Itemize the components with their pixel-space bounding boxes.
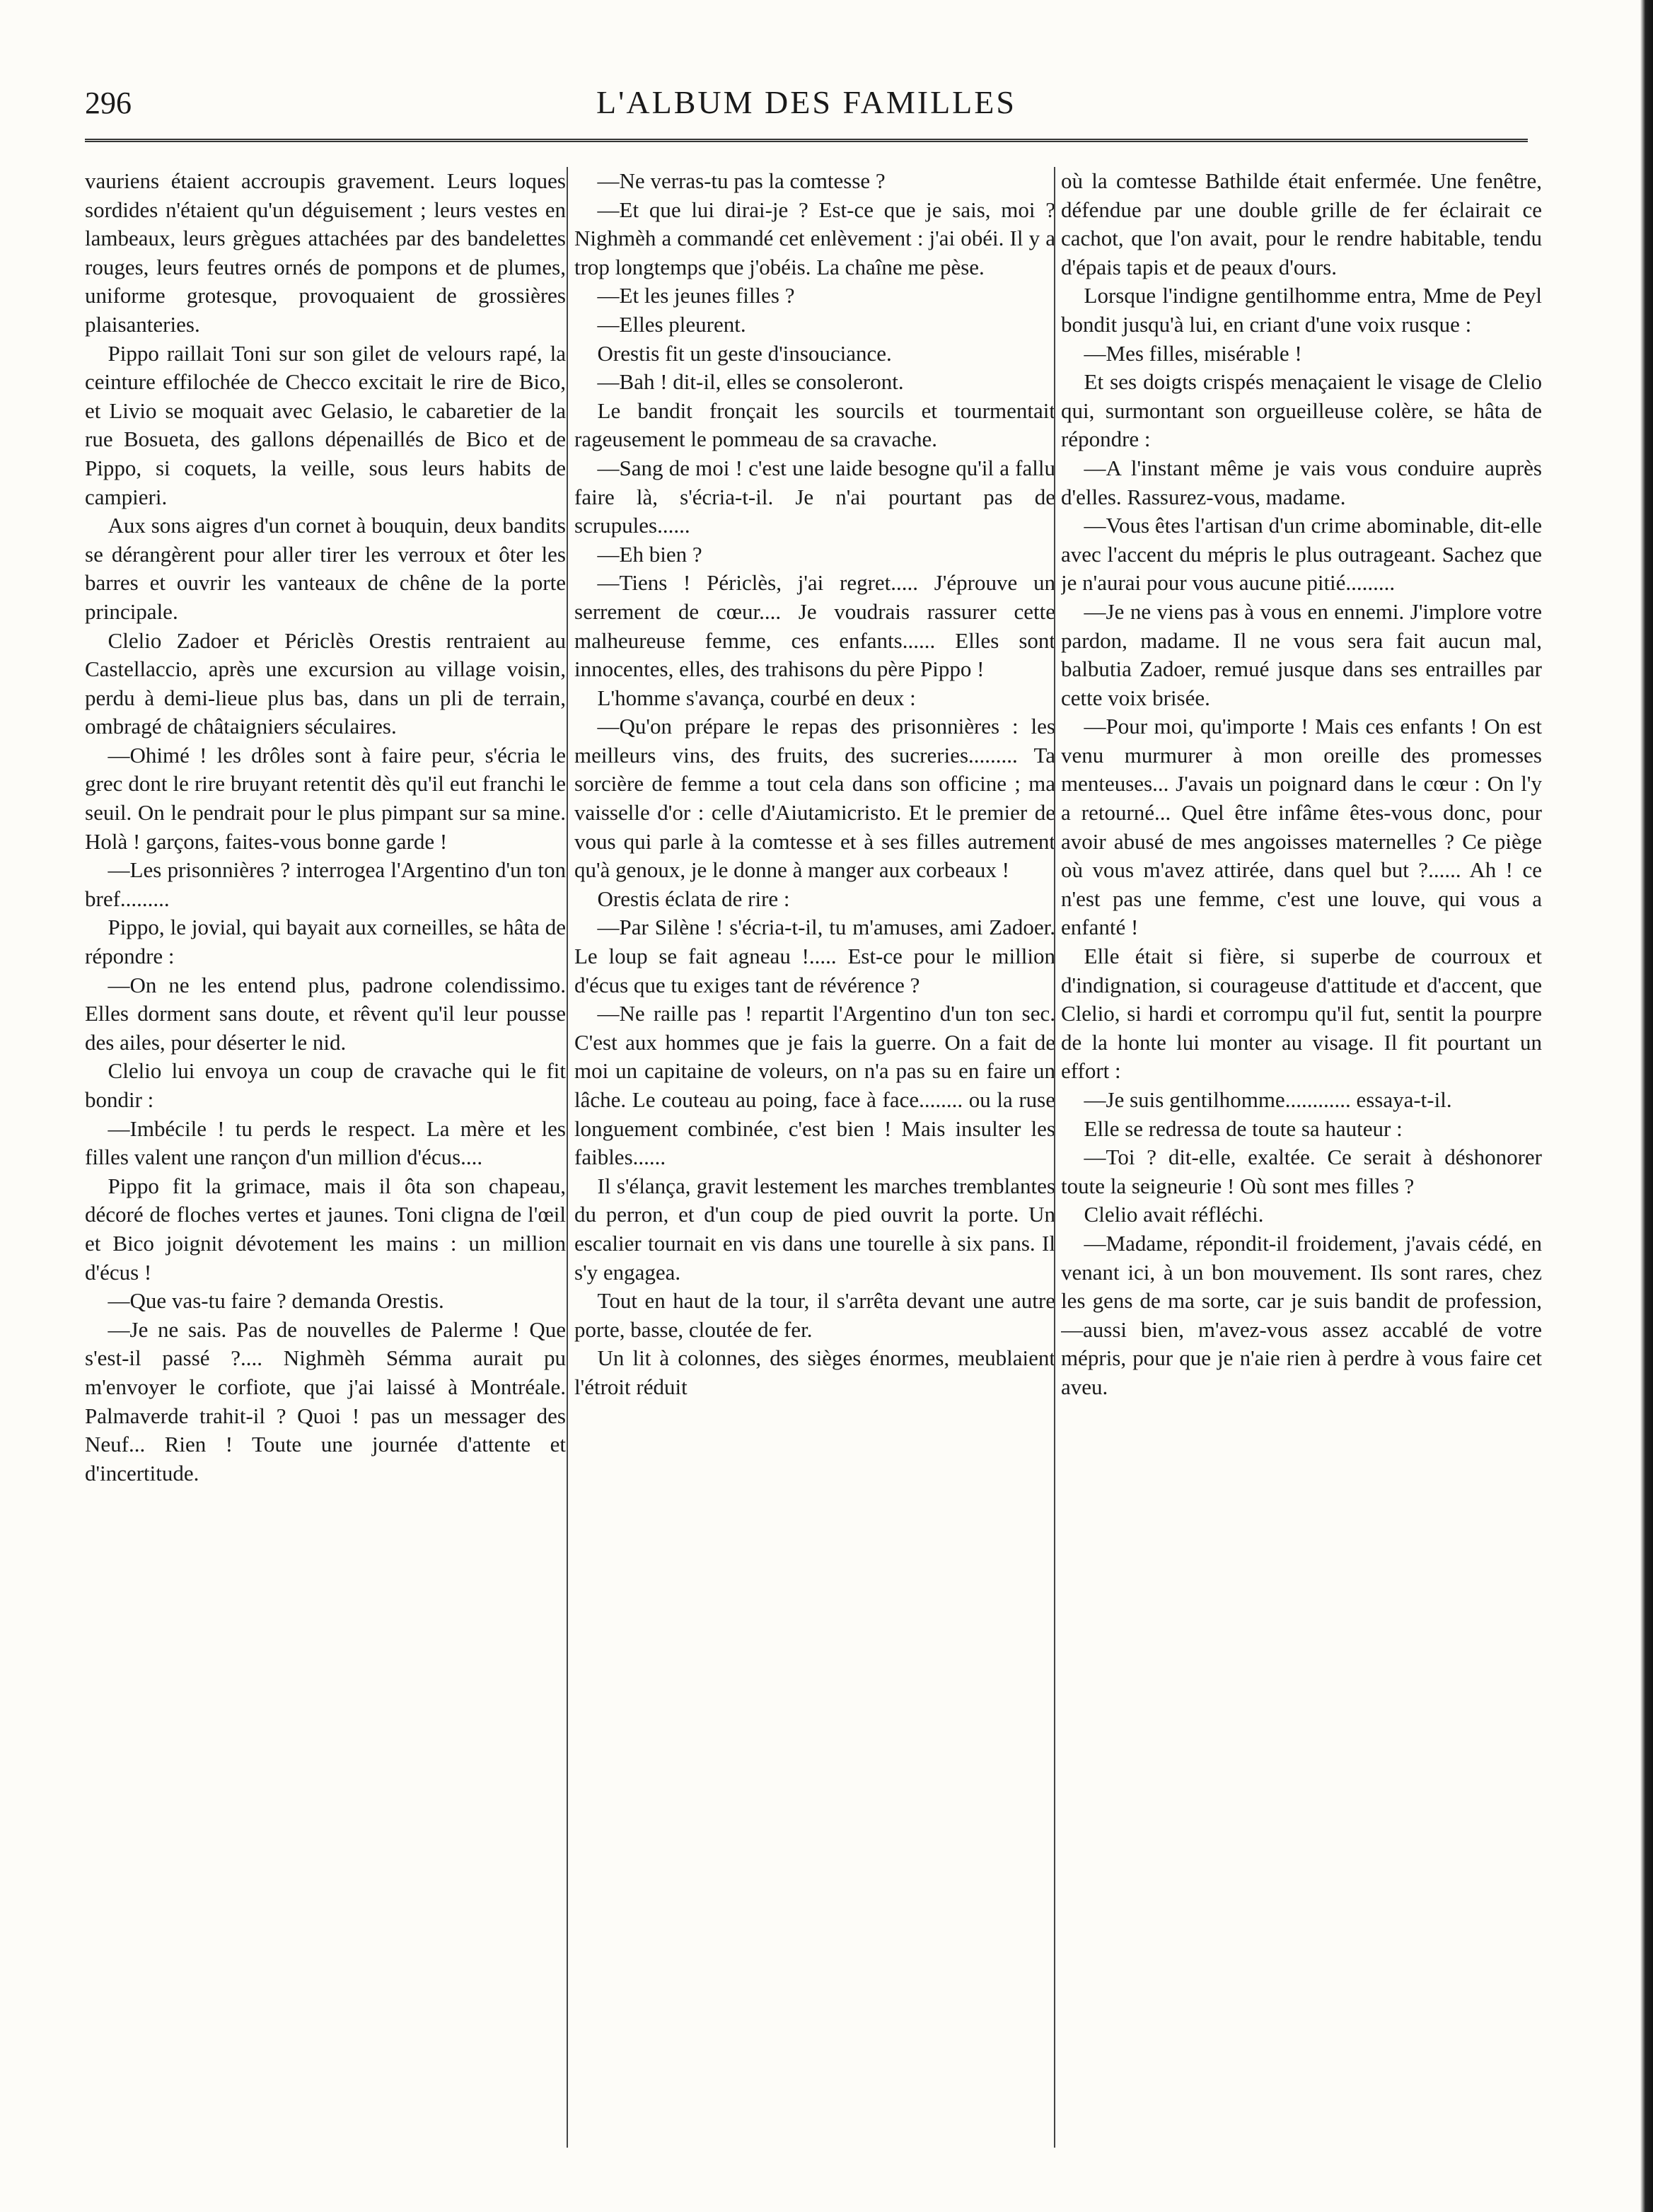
paragraph: —Les prisonnières ? interrogea l'Argentino d'un ton bref......... [85, 857, 566, 911]
paragraph: Clelio lui envoya un coup de cravache qui le fit bondir : [85, 1058, 566, 1112]
paragraph: —Je suis gentilhomme............ essaya-t-il. [1084, 1087, 1452, 1112]
column-divider [1054, 167, 1055, 2148]
paragraph: —Qu'on prépare le repas des prisonnières : les meilleurs vins, des fruits, des sucreries......... Ta sorcière de femme a tout cela dans son officine ; ma vaisselle d'or : celle d'Aiutamicristo. Et le premier de vous qui parle à la comtesse et à ses filles autrement qu'à genoux, je le donne à manger aux corbeaux ! [574, 714, 1055, 883]
paragraph: —Ne raille pas ! repartit l'Argentino d'un ton sec. C'est aux hommes que je fais la guerre. On a fait de moi un capitaine de voleurs, on n'a pas su en faire un lâche. Le couteau au poing, face à face........ ou la ruse longuement combinée, c'est bien ! Mais insulter les faibles...... [574, 1001, 1055, 1170]
paragraph: Le bandit fronçait les sourcils et tourmentait rageusement le pommeau de sa cravache. [574, 398, 1055, 452]
column-1 [85, 167, 566, 2148]
paragraph: —Je ne viens pas à vous en ennemi. J'implore votre pardon, madame. Il ne vous sera fait aucun mal, balbutia Zadoer, remué jusque dans ses entrailles par cette voix brisée. [1061, 598, 1542, 710]
page-number: 296 [85, 86, 132, 120]
paragraph: —Vous êtes l'artisan d'un crime abominable, dit-elle avec l'accent du mépris le plus outrageant. Sachez que je n'aurai pour vous aucune pitié......... [1061, 513, 1542, 596]
paragraph: —Eh bien ? [597, 541, 702, 567]
page-edge-shadow [1640, 0, 1653, 2212]
paragraph: Clelio Zadoer et Périclès Orestis rentraient au Castellaccio, après une excursion au village voisin, perdu à demi-lieue plus bas, dans un pli de terrain, ombragé de châtaigniers séculaires. [85, 627, 566, 739]
paragraph: —Je ne sais. Pas de nouvelles de Palerme ! Que s'est-il passé ?.... Nighmèh Sémma aurait pu m'envoyer le corfiote, que j'ai laissé à Montréale. Palmaverde trahit-il ? Quoi ! pas un messager des Neuf... Rien ! Toute une journée d'attente et d'incertitude. [85, 1316, 566, 1486]
paragraph: —Pour moi, qu'importe ! Mais ces enfants ! On est venu murmurer à mon oreille des promesses menteuses... J'avais un poignard dans le cœur : On l'y a retourné... Quel être infâme êtes-vous donc, pour avoir abusé de mes angoisses maternelles ? Ce piège où vous m'avez attirée, dans quel but ?...... Ah ! ce n'est pas une femme, c'est une louve, qui vous a enfanté ! [1061, 714, 1542, 940]
paragraph: —A l'instant même je vais vous conduire auprès d'elles. Rassurez-vous, madame. [1061, 455, 1542, 509]
page-header [85, 78, 1528, 127]
paragraph: —Sang de moi ! c'est une laide besogne qu'il a fallu faire là, s'écria-t-il. Je n'ai pourtant pas de scrupules...... [574, 455, 1055, 538]
paragraph: —Mes filles, misérable ! [1084, 340, 1302, 366]
paragraph: L'homme s'avança, courbé en deux : [597, 685, 916, 710]
column-2 [574, 167, 1055, 2148]
paragraph: Pippo raillait Toni sur son gilet de velours rapé, la ceinture effilochée de Checco excitait le rire de Bico, et Livio se moquait avec Gelasio, le cabaretier de la rue Bosueta, des gallons dépenaillés de Bico et de Pippo, si coquets, la veille, sous leurs habits de campieri. [85, 340, 566, 509]
paragraph: —Et les jeunes filles ? [597, 283, 795, 308]
paragraph: —Elles pleurent. [597, 311, 746, 337]
paragraph: —Madame, répondit-il froidement, j'avais cédé, en venant ici, à un bon mouvement. Ils sont rares, chez les gens de ma sorte, car je suis bandit de profession,—aussi bien, m'avez-vous assez accablé de votre mépris, pour que je n'aie rien à perdre à vous faire cet aveu. [1061, 1230, 1542, 1399]
running-title: L'ALBUM DES FAMILLES [596, 84, 1016, 120]
paragraph: Tout en haut de la tour, il s'arrêta devant une autre porte, basse, cloutée de fer. [574, 1288, 1055, 1342]
paragraph: —Ohimé ! les drôles sont à faire peur, s'écria le grec dont le rire bruyant retentit dès qu'il eut franchi le seuil. On le pendrait pour le plus pimpant sur sa mine. Holà ! garçons, faites-vous bonne garde ! [85, 742, 566, 854]
paragraph: —Imbécile ! tu perds le respect. La mère et les filles valent une rançon d'un million d'écus.... [85, 1116, 566, 1170]
paragraph: Orestis éclata de rire : [597, 886, 790, 911]
paragraph: —Par Silène ! s'écria-t-il, tu m'amuses, ami Zadoer. Le loup se fait agneau !..... Est-ce pour le million d'écus que tu exiges tant de révérence ? [574, 915, 1055, 997]
paragraph: Elle était si fière, si superbe de courroux et d'indignation, si courageuse d'attitude et d'accent, que Clelio, si hardi et corrompu qu'il fut, sentit la pourpre de la honte lui monter au visage. Il fit pourtant un effort : [1061, 944, 1542, 1084]
paragraph: —Bah ! dit-il, elles se consoleront. [597, 369, 904, 395]
header-rule [85, 139, 1528, 142]
paragraph: —Tiens ! Périclès, j'ai regret..... J'éprouve un serrement de cœur.... Je voudrais rassurer cette malheureuse femme, ces enfants...... Elles sont innocentes, elles, des trahisons du père Pippo ! [574, 570, 1055, 682]
paragraph: —On ne les entend plus, padrone colendissimo. Elles dorment sans doute, et rêvent qu'il leur pousse des ailes, pour déserter le nid. [85, 972, 566, 1055]
paragraph: Et ses doigts crispés menaçaient le visage de Clelio qui, surmontant son orgueilleuse colère, se hâta de répondre : [1061, 369, 1542, 452]
column-divider [567, 167, 568, 2148]
paragraph: vauriens étaient accroupis gravement. Leurs loques sordides n'étaient qu'un déguisement ; leurs vestes en lambeaux, leurs grègues attachées par des bandelettes rouges, leurs feutres ornés de pompons et de plumes, uniforme grotesque, provoquaient de grossières plaisanteries. [85, 168, 566, 337]
paragraph: Elle se redressa de toute sa hauteur : [1084, 1116, 1403, 1141]
paragraph: où la comtesse Bathilde était enfermée. Une fenêtre, défendue par une double grille de fer éclairait ce cachot, que l'on avait, pour le rendre habitable, tendu d'épais tapis et de peaux d'ours. [1061, 168, 1542, 279]
paragraph: —Toi ? dit-elle, exaltée. Ce serait à déshonorer toute la seigneurie ! Où sont mes filles ? [1061, 1145, 1542, 1198]
paragraph: —Ne verras-tu pas la comtesse ? [597, 168, 886, 193]
paragraph: Un lit à colonnes, des sièges énormes, meublaient l'étroit réduit [574, 1345, 1055, 1399]
paragraph: Il s'élança, gravit lestement les marches tremblantes du perron, et d'un coup de pied ouvrit la porte. Un escalier tournait en vis dans une tourelle à six pans. Il s'y engagea. [574, 1173, 1055, 1285]
paragraph: Aux sons aigres d'un cornet à bouquin, deux bandits se dérangèrent pour aller tirer les verroux et ôter les barres et ouvrir les vanteaux de chêne de la porte principale. [85, 513, 566, 624]
paragraph: Clelio avait réfléchi. [1084, 1202, 1264, 1227]
paragraph: Lorsque l'indigne gentilhomme entra, Mme de Peyl bondit jusqu'à lui, en criant d'une voix rusque : [1061, 283, 1542, 337]
paragraph: Orestis fit un geste d'insouciance. [597, 340, 892, 366]
column-3 [1061, 167, 1542, 2148]
text-columns [85, 167, 1542, 2148]
paragraph: —Et que lui dirai-je ? Est-ce que je sais, moi ? Nighmèh a commandé cet enlèvement : j'ai obéi. Il y a trop longtemps que j'obéis. La chaîne me pèse. [574, 197, 1055, 279]
paragraph: Pippo, le jovial, qui bayait aux corneilles, se hâta de répondre : [85, 915, 566, 969]
paragraph: Pippo fit la grimace, mais il ôta son chapeau, décoré de floches vertes et jaunes. Toni cligna de l'œil et Bico joignit dévotement les mains : un million d'écus ! [85, 1173, 566, 1285]
paragraph: —Que vas-tu faire ? demanda Orestis. [108, 1288, 444, 1314]
